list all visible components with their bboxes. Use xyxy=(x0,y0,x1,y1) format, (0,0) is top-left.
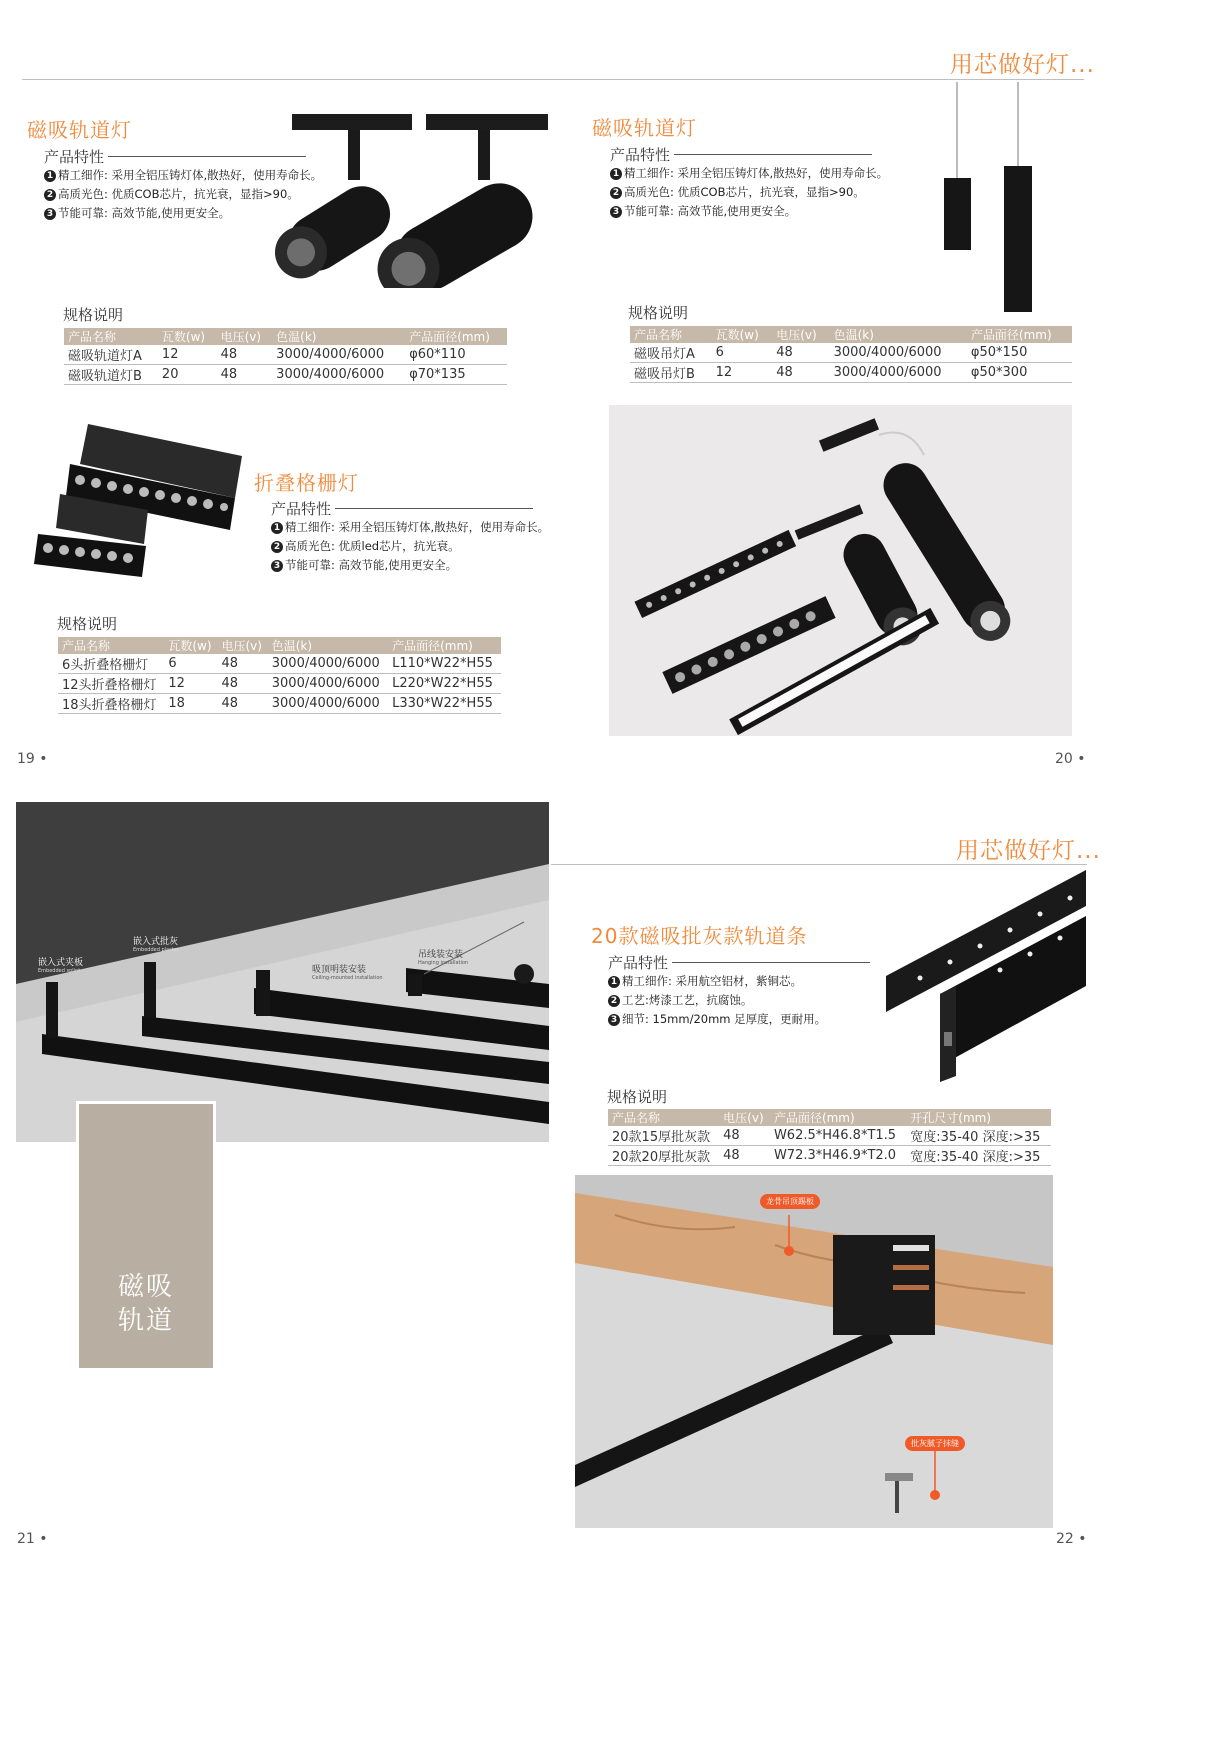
heading-rule xyxy=(672,962,870,963)
p19-product2-feature-list xyxy=(271,518,549,575)
p22-product-title: 20款磁吸批灰款轨道条 xyxy=(591,924,808,948)
col-name: 产品名称 xyxy=(630,326,712,343)
cell: φ50*300 xyxy=(967,363,1072,383)
table-row xyxy=(630,363,1072,383)
cell: 3000/4000/6000 xyxy=(830,343,967,363)
feature-text: 节能可靠: 高效节能,使用更安全。 xyxy=(58,206,231,220)
pendant-lamp-image xyxy=(930,82,1050,317)
cell: L110*W22*H55 xyxy=(388,654,501,674)
col-volt: 电压(v) xyxy=(719,1109,770,1126)
number-badge: 2 xyxy=(610,187,622,199)
label-cn: 吊线装安装 xyxy=(418,950,464,960)
top-divider xyxy=(22,79,1084,80)
cell: 12 xyxy=(158,345,217,365)
col-volt: 电压(v) xyxy=(217,328,273,345)
cell: 48 xyxy=(772,363,829,383)
cell: 磁吸轨道灯B xyxy=(64,365,158,385)
cell: 6头折叠格栅灯 xyxy=(58,654,164,674)
cell: 48 xyxy=(719,1126,770,1146)
label-cn: 嵌入式批灰 xyxy=(133,937,179,947)
number-badge: 1 xyxy=(608,976,620,988)
cell: 48 xyxy=(217,654,267,674)
col-size: 产品面径(mm) xyxy=(770,1109,906,1126)
magnetic-track-label-block xyxy=(79,1104,213,1368)
label-cn: 吸顶明装安装 xyxy=(312,965,367,975)
callout-putty-seam: 批灰腻子抹缝 xyxy=(905,1436,965,1451)
cell: W62.5*H46.8*T1.5 xyxy=(770,1126,906,1146)
number-badge: 2 xyxy=(271,541,283,553)
p22-spec-title: 规格说明 xyxy=(607,1088,668,1106)
feature-text: 精工细作: 采用全铝压铸灯体,散热好，使用寿命长。 xyxy=(58,168,323,182)
col-size: 产品面径(mm) xyxy=(967,326,1072,343)
cell: L220*W22*H55 xyxy=(388,674,501,694)
p20-spec-table xyxy=(630,326,1072,383)
label-en: Embedded plaster xyxy=(133,947,179,953)
cell: 12 xyxy=(164,674,217,694)
p19-product2-features-heading xyxy=(271,498,533,519)
cell: 20 xyxy=(158,365,217,385)
cell: 3000/4000/6000 xyxy=(268,674,388,694)
cell: 20款20厚批灰款 xyxy=(608,1146,719,1166)
number-badge: 3 xyxy=(44,208,56,220)
cell: 12头折叠格栅灯 xyxy=(58,674,164,694)
p19-product1-title: 磁吸轨道灯 xyxy=(27,118,132,142)
p19-product1-spec-title: 规格说明 xyxy=(63,306,124,324)
slogan-bottom: 用芯做好灯... xyxy=(956,838,1101,864)
feature-text: 细节: 15mm/20mm 足厚度，更耐用。 xyxy=(622,1012,827,1026)
page-number-19: 19 • xyxy=(17,751,48,767)
install-label-embedded-splint xyxy=(38,955,83,974)
label-en: Hanging installation xyxy=(418,960,469,966)
cell: 20款15厚批灰款 xyxy=(608,1126,719,1146)
col-name: 产品名称 xyxy=(58,637,164,654)
p22-spec-table xyxy=(608,1109,1051,1166)
number-badge: 1 xyxy=(610,168,622,180)
cell: 宽度:35-40 深度:>35 xyxy=(906,1146,1051,1166)
feature-text: 高质光色: 优质COB芯片，抗光衰，显指>90。 xyxy=(58,187,299,201)
cell: 48 xyxy=(772,343,829,363)
table-row xyxy=(608,1126,1051,1146)
cell: 3000/4000/6000 xyxy=(272,345,405,365)
feature-item xyxy=(608,972,826,991)
p19-product1-features-heading xyxy=(44,146,306,167)
col-watt: 瓦数(w) xyxy=(164,637,217,654)
p19-product2-spec-table xyxy=(58,637,501,714)
cell: 6 xyxy=(164,654,217,674)
callout-keel-ceiling: 龙骨吊顶踢板 xyxy=(760,1194,820,1209)
cell: 3000/4000/6000 xyxy=(268,654,388,674)
feature-item xyxy=(271,537,549,556)
features-heading-label: 产品特性 xyxy=(271,500,332,518)
bottom-divider xyxy=(551,864,1087,865)
col-cct: 色温(k) xyxy=(272,328,405,345)
cell: 48 xyxy=(217,694,267,714)
col-volt: 电压(v) xyxy=(217,637,267,654)
feature-text: 精工细作: 采用航空铝材，紫铜芯。 xyxy=(622,974,803,988)
number-badge: 1 xyxy=(44,170,56,182)
cell: 48 xyxy=(719,1146,770,1166)
p19-product2-title: 折叠格栅灯 xyxy=(254,471,359,495)
features-heading-label: 产品特性 xyxy=(608,954,669,972)
table-header-row xyxy=(630,326,1072,343)
feature-item xyxy=(610,183,888,202)
install-label-ceiling-mounted xyxy=(312,962,383,981)
cell: 磁吸吊灯A xyxy=(630,343,712,363)
p19-product2-spec-title: 规格说明 xyxy=(57,615,118,633)
cell: 宽度:35-40 深度:>35 xyxy=(906,1126,1051,1146)
cell: L330*W22*H55 xyxy=(388,694,501,714)
cell: φ70*135 xyxy=(405,365,507,385)
p20-feature-list xyxy=(610,164,888,221)
feature-item xyxy=(608,991,826,1010)
p20-features-heading xyxy=(610,144,872,165)
feature-text: 精工细作: 采用全铝压铸灯体,散热好，使用寿命长。 xyxy=(624,166,889,180)
p20-spec-title: 规格说明 xyxy=(628,304,689,322)
cell: φ50*150 xyxy=(967,343,1072,363)
block-title-line1: 磁吸 xyxy=(117,1272,174,1302)
heading-rule xyxy=(335,508,533,509)
number-badge: 3 xyxy=(608,1014,620,1026)
cell: 6 xyxy=(712,343,773,363)
table-row xyxy=(630,343,1072,363)
install-label-hanging xyxy=(418,947,468,966)
feature-item xyxy=(608,1010,826,1029)
p20-product-title: 磁吸轨道灯 xyxy=(592,116,697,140)
block-title-line2: 轨道 xyxy=(117,1306,174,1336)
heading-rule xyxy=(674,154,872,155)
cell: 12 xyxy=(712,363,773,383)
col-size: 产品面径(mm) xyxy=(405,328,507,345)
cell: 3000/4000/6000 xyxy=(830,363,967,383)
feature-text: 精工细作: 采用全铝压铸灯体,散热好，使用寿命长。 xyxy=(285,520,550,534)
table-row xyxy=(58,654,501,674)
col-cutout: 开孔尺寸(mm) xyxy=(906,1109,1051,1126)
feature-text: 工艺:烤漆工艺，抗腐蚀。 xyxy=(622,993,753,1007)
table-row xyxy=(64,365,507,385)
col-cct: 色温(k) xyxy=(830,326,967,343)
features-heading-label: 产品特性 xyxy=(44,148,105,166)
feature-text: 高质光色: 优质COB芯片，抗光衰，显指>90。 xyxy=(624,185,865,199)
cell: 18 xyxy=(164,694,217,714)
cell: 3000/4000/6000 xyxy=(272,365,405,385)
label-en: Ceiling-mounted installation xyxy=(312,975,383,981)
cell: 48 xyxy=(217,345,273,365)
p22-feature-list xyxy=(608,972,826,1029)
feature-text: 高质光色: 优质led芯片，抗光衰。 xyxy=(285,539,460,553)
table-row xyxy=(58,674,501,694)
number-badge: 2 xyxy=(608,995,620,1007)
installation-section-image xyxy=(575,1175,1053,1528)
cell: 48 xyxy=(217,365,273,385)
page-number-21: 21 • xyxy=(17,1531,48,1547)
installation-methods-image xyxy=(16,802,549,1142)
product-lineup-photo xyxy=(609,405,1072,736)
label-en: Embedded splint xyxy=(38,968,81,974)
cell: φ60*110 xyxy=(405,345,507,365)
cell: 3000/4000/6000 xyxy=(268,694,388,714)
features-heading-label: 产品特性 xyxy=(610,146,671,164)
feature-text: 节能可靠: 高效节能,使用更安全。 xyxy=(624,204,797,218)
col-name: 产品名称 xyxy=(64,328,158,345)
col-cct: 色温(k) xyxy=(268,637,388,654)
table-header-row xyxy=(608,1109,1051,1126)
feature-item xyxy=(271,518,549,537)
col-name: 产品名称 xyxy=(608,1109,719,1126)
table-header-row xyxy=(64,328,507,345)
slogan-top: 用芯做好灯... xyxy=(950,52,1095,78)
col-volt: 电压(v) xyxy=(772,326,829,343)
feature-item xyxy=(610,164,888,183)
col-watt: 瓦数(w) xyxy=(158,328,217,345)
col-size: 产品面径(mm) xyxy=(388,637,501,654)
table-header-row xyxy=(58,637,501,654)
number-badge: 3 xyxy=(610,206,622,218)
p19-product1-spec-table xyxy=(64,328,507,385)
cell: 18头折叠格栅灯 xyxy=(58,694,164,714)
table-row xyxy=(58,694,501,714)
cell: 磁吸轨道灯A xyxy=(64,345,158,365)
feature-item xyxy=(271,556,549,575)
label-cn: 嵌入式夹板 xyxy=(38,958,84,968)
col-watt: 瓦数(w) xyxy=(712,326,773,343)
cell: 48 xyxy=(217,674,267,694)
track-spotlight-image xyxy=(270,108,560,288)
p22-features-heading xyxy=(608,952,870,973)
page-number-22: 22 • xyxy=(1056,1531,1087,1547)
table-row xyxy=(64,345,507,365)
number-badge: 3 xyxy=(271,560,283,572)
folding-grille-image xyxy=(30,412,250,587)
cell: W72.3*H46.9*T2.0 xyxy=(770,1146,906,1166)
cell: 磁吸吊灯B xyxy=(630,363,712,383)
table-row xyxy=(608,1146,1051,1166)
install-label-embedded-plaster xyxy=(133,934,179,953)
feature-text: 节能可靠: 高效节能,使用更安全。 xyxy=(285,558,458,572)
number-badge: 1 xyxy=(271,522,283,534)
number-badge: 2 xyxy=(44,189,56,201)
track-channel-image xyxy=(880,866,1090,1086)
page-number-20: 20 • xyxy=(1055,751,1086,767)
feature-item xyxy=(610,202,888,221)
